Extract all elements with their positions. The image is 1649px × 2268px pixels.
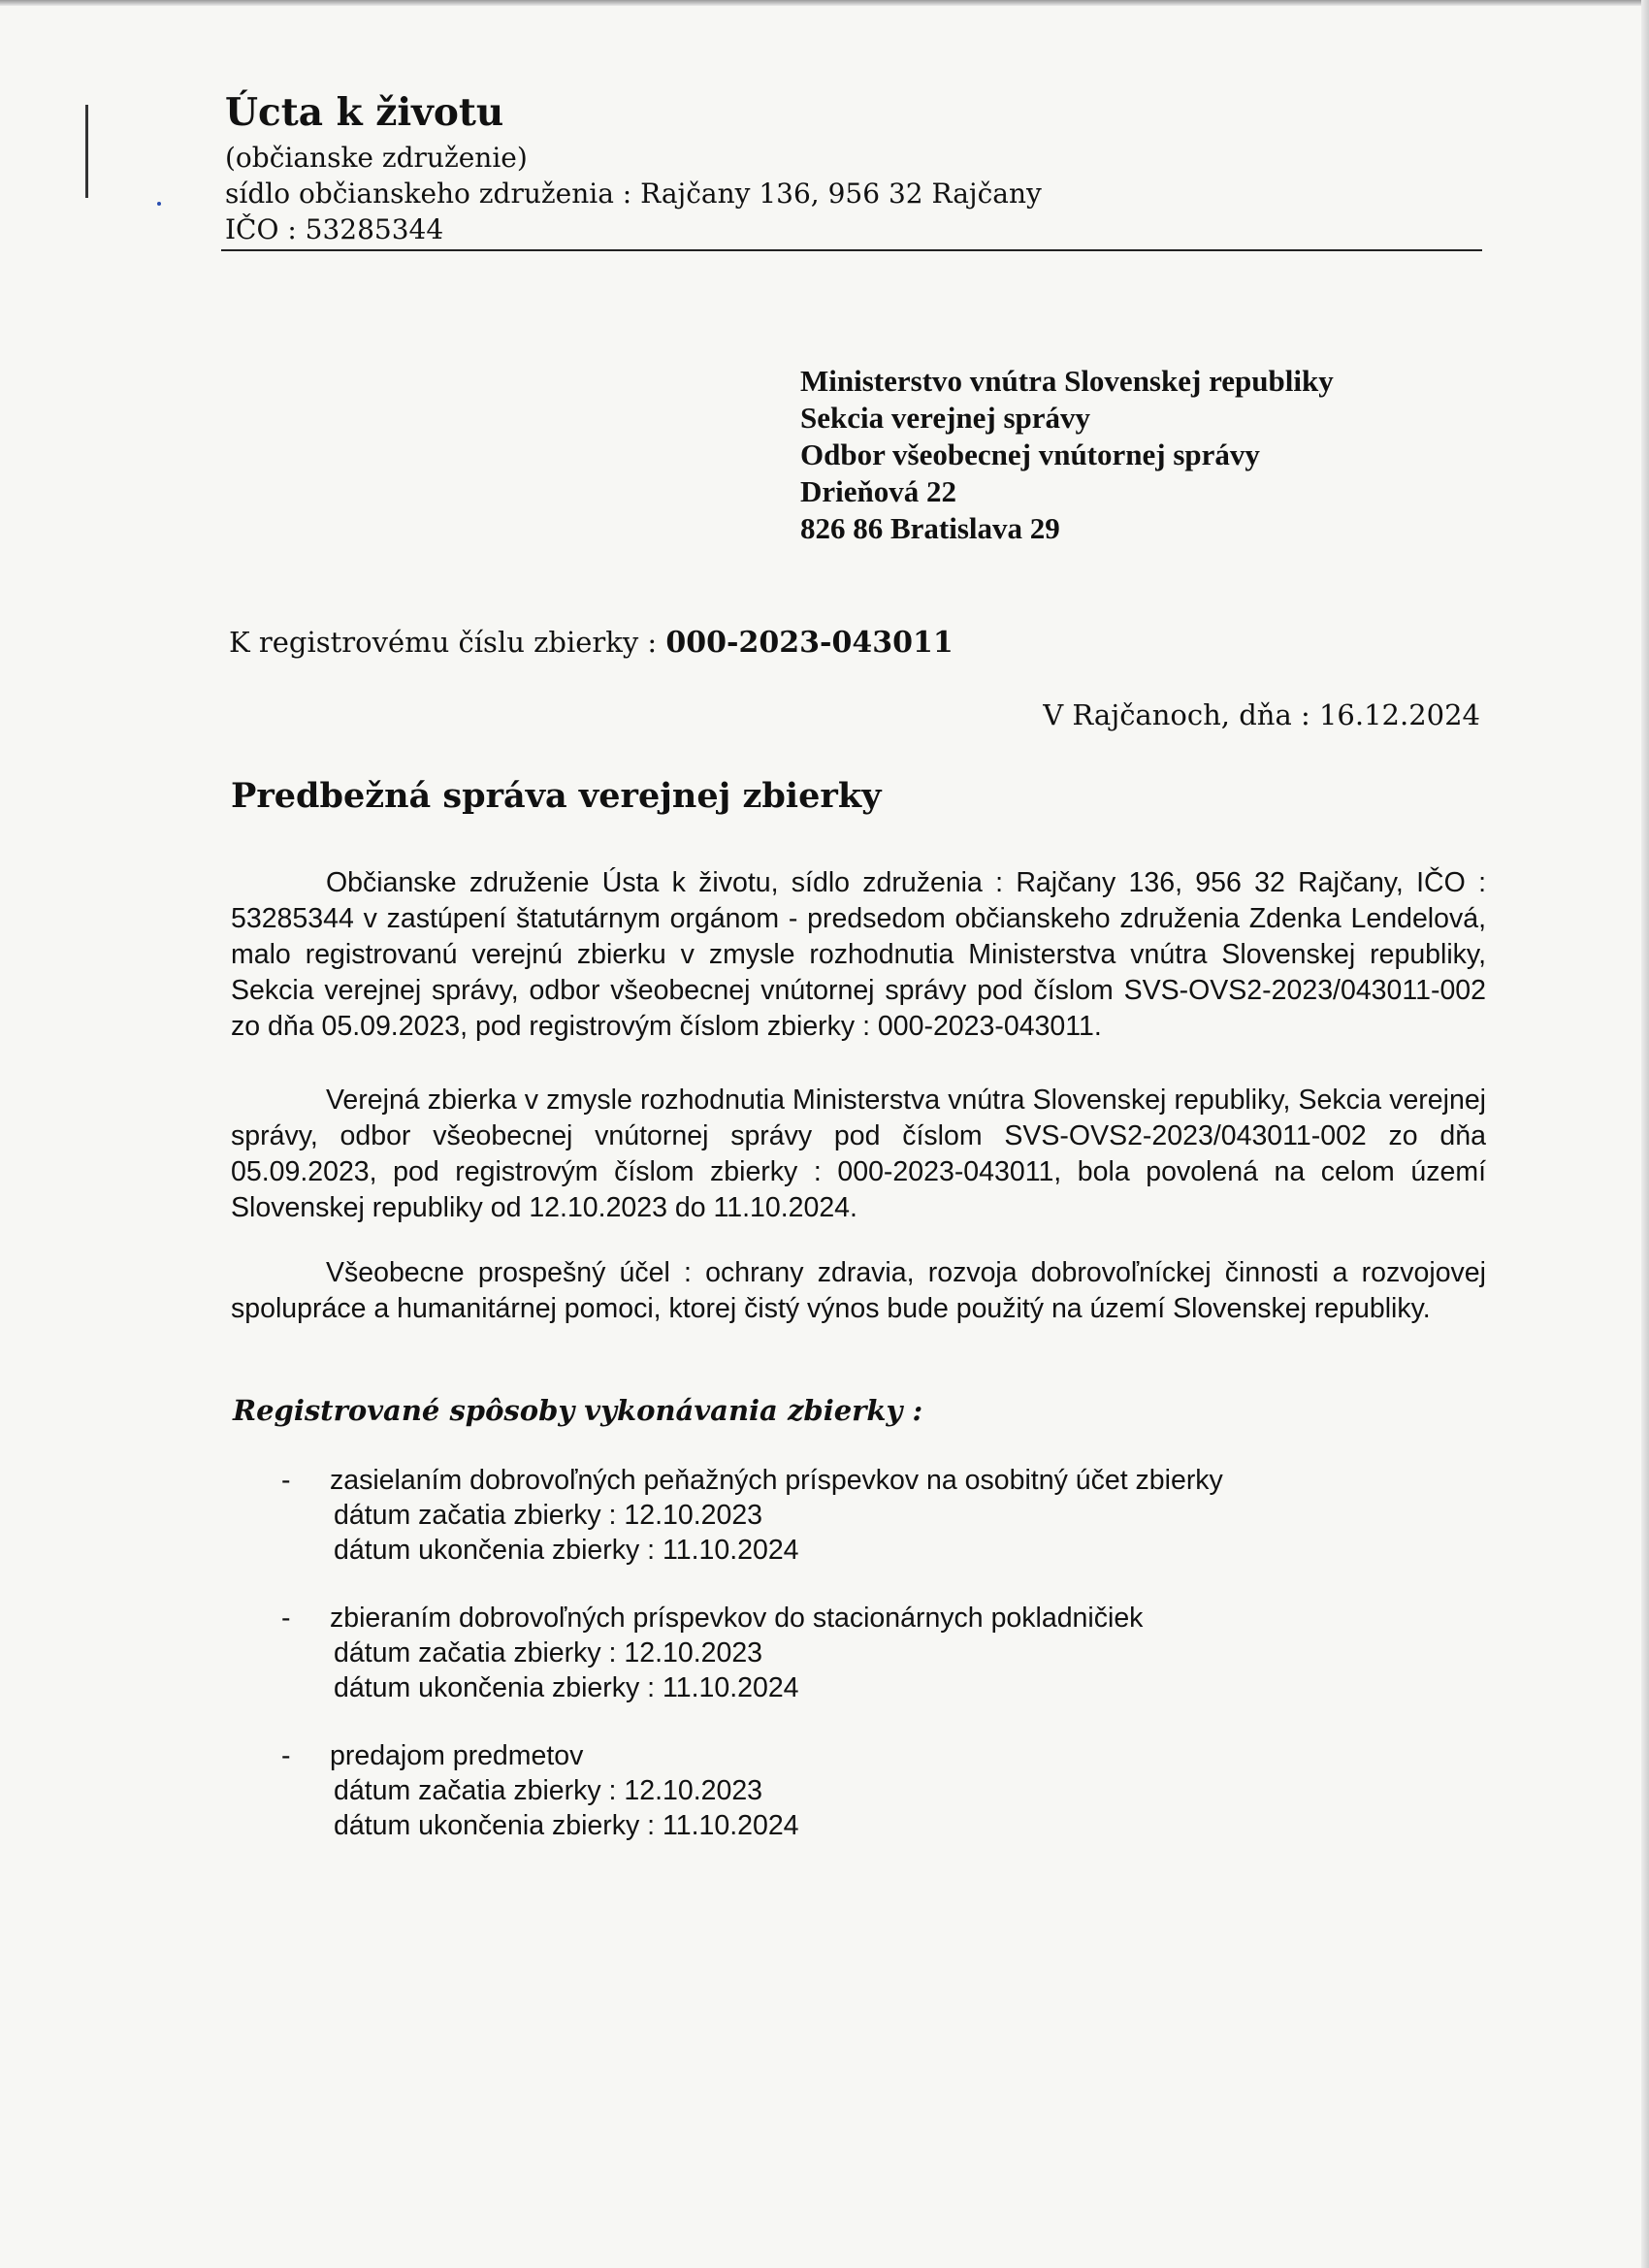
method-start-date: dátum začatia zbierky : 12.10.2023 <box>334 1637 763 1669</box>
paragraph-permission: Verejná zbierka v zmysle rozhodnutia Ministerstva vnútra Slovenskej republiky, Sekcia verejnej správy, odbor všeobecnej vnútornej správy pod číslom SVS-OVS2-2023/043011-002 zo dňa 05.09.2023, pod registrovým číslom zbierky : 000-2023-043011, bola povolená na celom území Slovenskej republiky od 12.10.2023 do 11.10.2024. <box>231 1085 1486 1223</box>
recipient-line: Odbor všeobecnej vnútornej správy <box>800 437 1260 471</box>
recipient-address <box>800 363 1334 547</box>
report-title: Predbežná správa verejnej zbierky <box>231 776 882 816</box>
margin-mark <box>85 105 88 198</box>
method-name: zasielaním dobrovoľných peňažných príspevkov na osobitný účet zbierky <box>330 1465 1223 1496</box>
letterhead <box>225 85 1042 247</box>
scan-right-edge <box>1641 0 1649 2268</box>
method-name: zbieraním dobrovoľných príspevkov do stacionárnych pokladničiek <box>330 1603 1144 1634</box>
recipient-line: Sekcia verejnej správy <box>800 401 1091 435</box>
org-seat: sídlo občianskeho združenia : Rajčany 136, 956 32 Rajčany <box>225 178 1042 210</box>
method-end-date: dátum ukončenia zbierky : 11.10.2024 <box>334 1672 799 1703</box>
method-end-date: dátum ukončenia zbierky : 11.10.2024 <box>334 1810 799 1841</box>
method-start-date: dátum začatia zbierky : 12.10.2023 <box>334 1775 763 1806</box>
recipient-line: Ministerstvo vnútra Slovenskej republiky <box>800 364 1334 398</box>
ink-dot <box>157 202 161 206</box>
org-ico: IČO : 53285344 <box>225 213 444 245</box>
methods-heading: Registrované spôsoby vykonávania zbierky : <box>233 1394 923 1427</box>
org-name: Úcta k životu <box>225 90 504 135</box>
paragraph-intro: Občianske združenie Ústa k životu, sídlo združenia : Rajčany 136, 956 32 Rajčany, IČO : 53285344 v zastúpení štatutárnym orgánom - predsedom občianskeho združenia Zdenka Lendelová, malo registrovanú verejnú zbierku v zmysle rozhodnutia Ministerstva vnútra Slovenskej republiky, Sekcia verejnej správy, odbor všeobecnej vnútornej správy pod číslom SVS-OVS2-2023/043011-002 zo dňa 05.09.2023, pod registrovým číslom zbierky : 000-2023-043011. <box>231 867 1486 1042</box>
method-start-date: dátum začatia zbierky : 12.10.2023 <box>334 1500 763 1531</box>
list-dash: - <box>281 1603 291 1634</box>
reference-number: 000-2023-043011 <box>665 626 954 660</box>
methods-list <box>281 1463 1223 1876</box>
method-item <box>281 1738 1223 1843</box>
list-dash: - <box>281 1465 291 1496</box>
method-name: predajom predmetov <box>330 1740 584 1771</box>
letterhead-divider <box>221 249 1482 251</box>
reference-line <box>229 625 954 660</box>
org-type: (občianske združenie) <box>225 142 528 174</box>
scan-top-edge <box>0 0 1649 6</box>
method-item <box>281 1463 1223 1568</box>
list-dash: - <box>281 1740 291 1771</box>
recipient-line: Drieňová 22 <box>800 474 957 508</box>
recipient-line: 826 86 Bratislava 29 <box>800 511 1060 545</box>
reference-label: K registrovému číslu zbierky : <box>229 626 666 659</box>
method-end-date: dátum ukončenia zbierky : 11.10.2024 <box>334 1535 799 1566</box>
method-item <box>281 1601 1223 1705</box>
paragraph-purpose: Všeobecne prospešný účel : ochrany zdravia, rozvoja dobrovoľníckej činnosti a rozvojovej spolupráce a humanitárnej pomoci, ktorej čistý výnos bude použitý na území Slovenskej republiky. <box>231 1257 1486 1324</box>
place-date: V Rajčanoch, dňa : 16.12.2024 <box>1043 698 1480 731</box>
